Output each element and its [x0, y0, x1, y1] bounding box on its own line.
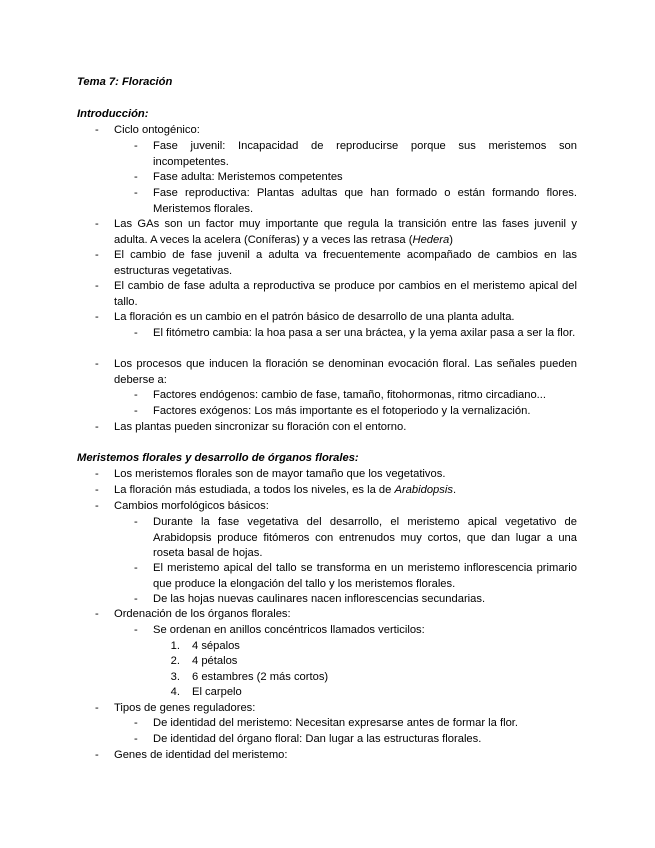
gas-suffix: ) [449, 233, 453, 246]
ordered-number: 4. [170, 686, 180, 698]
organ-item: 6 estambres (2 más cortos) [192, 671, 329, 683]
bullet-dash: - [134, 624, 138, 636]
list-item-caulinares: De las hojas nuevas caulinares nacen inflorescencias secundarias. [153, 593, 486, 605]
bullet-dash: - [134, 593, 138, 605]
gas-italic: Hedera [412, 233, 450, 246]
page-title: Tema 7: Floración [77, 76, 173, 88]
bullet-dash: - [134, 562, 138, 574]
ordered-number: 1. [170, 640, 180, 652]
list-item-endogenos: Factores endógenos: cambio de fase, tamaño, fitohormonas, ritmo circadiano... [153, 389, 547, 401]
organ-item: 4 pétalos [192, 655, 238, 667]
bullet-dash: - [95, 500, 99, 512]
bullet-dash: - [134, 187, 138, 199]
bullet-dash: - [95, 608, 99, 620]
bullet-dash: - [95, 358, 99, 370]
list-item-arabidopsis [114, 483, 577, 499]
bullet-dash: - [95, 249, 99, 261]
list-item-fase-adulta: Fase adulta: Meristemos competentes [153, 171, 343, 183]
bullet-dash: - [134, 717, 138, 729]
list-item-ciclo: Ciclo ontogénico: [114, 124, 200, 136]
bullet-dash: - [95, 468, 99, 480]
organ-item: El carpelo [192, 686, 242, 698]
estudiada-suffix: . [452, 484, 457, 496]
bullet-dash: - [134, 171, 138, 183]
list-item-floracion: La floración es un cambio en el patrón básico de desarrollo de una planta adulta. [114, 311, 515, 323]
list-item-genes-identidad: Genes de identidad del meristemo: [114, 749, 288, 761]
list-item-fitometro: El fitómetro cambia: la hoa pasa a ser una bráctea, y la yema axilar pasa a ser la flor. [153, 327, 576, 339]
bullet-dash: - [134, 140, 138, 152]
bullet-dash: - [95, 702, 99, 714]
list-item-cambios-morfologicos: Cambios morfológicos básicos: [114, 500, 269, 512]
section-heading-introduccion: Introducción: [77, 108, 149, 120]
list-item-ordenacion: Ordenación de los órganos florales: [114, 608, 291, 620]
list-item-identidad-organo: De identidad del órgano floral: Dan lugar a las estructuras florales. [153, 733, 482, 745]
bullet-dash: - [134, 327, 138, 339]
ordered-number: 2. [170, 655, 180, 667]
list-item-cambio-juvenil-adulta: El cambio de fase juvenil a adulta va frecuentemente acompañado de cambios en las estructuras vegetativas. [114, 249, 577, 277]
organ-item: 4 sépalos [192, 640, 240, 652]
bullet-dash: - [95, 218, 99, 230]
bullet-dash: - [134, 733, 138, 745]
list-item-sincronizar: Las plantas pueden sincronizar su floración con el entorno. [114, 421, 407, 433]
list-item-procesos: Los procesos que inducen la floración se denominan evocación floral. Las señales pueden deberse a: [114, 358, 577, 386]
section-heading-meristemos: Meristemos florales y desarrollo de órganos florales: [77, 452, 359, 464]
list-item-fase-reproductiva: Fase reproductiva: Plantas adultas que han formado o están formando flores. Meristemos florales. [153, 187, 577, 215]
list-item-mayor-tamano: Los meristemos florales son de mayor tamaño que los vegetativos. [114, 468, 446, 480]
list-item-meristemo-apical: El meristemo apical del tallo se transforma en un meristemo inflorescencia primario que produce la elongación del tallo y los meristemos florales. [153, 562, 577, 590]
list-item-tipos-genes: Tipos de genes reguladores: [114, 702, 256, 714]
list-item-exogenos: Factores exógenos: Los más importante es el fotoperiodo y la vernalización. [153, 405, 531, 417]
list-item-anillos: Se ordenan en anillos concéntricos llamados verticilos: [153, 624, 425, 636]
bullet-dash: - [95, 311, 99, 323]
list-item-identidad-meristemo: De identidad del meristemo: Necesitan expresarse antes de formar la flor. [153, 717, 519, 729]
list-item-fase-vegetativa: Durante la fase vegetativa del desarrollo, el meristemo apical vegetativo de Arabidopsis produce fitómeros con entrenudos muy cortos, que dan lugar a una roseta basal de hojas. [153, 516, 577, 560]
bullet-dash: - [95, 124, 99, 136]
list-item-fase-juvenil: Fase juvenil: Incapacidad de reproducirse porque sus meristemos son incompetentes. [153, 140, 577, 168]
arabidopsis-italic: Arabidopsis [394, 484, 453, 496]
ordered-number: 3. [170, 671, 180, 683]
bullet-dash: - [95, 421, 99, 433]
estudiada-text: La floración más estudiada, a todos los niveles, es la de [114, 484, 395, 496]
bullet-dash: - [134, 389, 138, 401]
list-item-cambio-adulta-reproductiva: El cambio de fase adulta a reproductiva se produce por cambios en el meristemo apical del tallo. [114, 280, 577, 308]
bullet-dash: - [95, 484, 99, 496]
gas-text: Las GAs son un factor muy importante que regula la transición entre las fases juvenil y adulta. A veces la acelera (Coníferas) y a veces las retrasa ( [114, 218, 577, 246]
bullet-dash: - [134, 516, 138, 528]
bullet-dash: - [95, 749, 99, 761]
bullet-dash: - [95, 280, 99, 292]
bullet-dash: - [134, 405, 138, 417]
list-item-gas [114, 217, 577, 248]
